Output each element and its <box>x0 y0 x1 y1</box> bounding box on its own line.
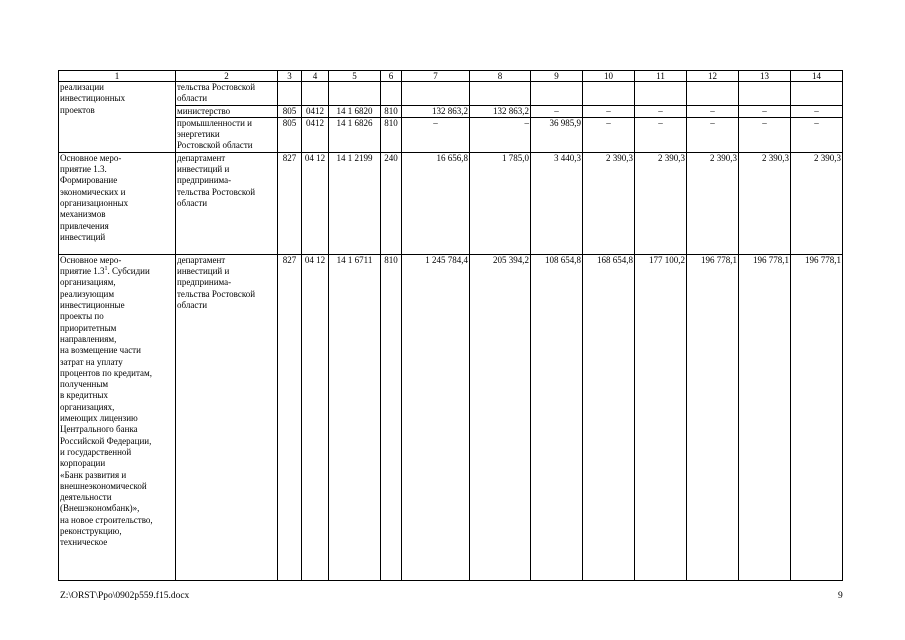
amount-cell: 108 654,8 <box>531 254 583 580</box>
expense-type-cell: 810 <box>381 254 402 580</box>
text-line: направлениям, <box>60 333 117 344</box>
target-code-cell: 14 1 6711 <box>329 254 381 580</box>
text-line: Центрального банка <box>60 424 138 435</box>
amount-cell: 2 390,3 <box>739 152 791 254</box>
executor-cell <box>176 152 278 254</box>
text-line <box>60 266 174 277</box>
empty-cell <box>635 82 687 106</box>
amount-cell: – <box>635 117 687 152</box>
amount-cell: – <box>635 105 687 117</box>
text-line: (Внешэкономбанк)», <box>60 503 140 514</box>
header-cell: 11 <box>635 71 687 82</box>
header-cell: 7 <box>402 71 470 82</box>
amount-cell: – <box>531 105 583 117</box>
empty-cell <box>402 82 470 106</box>
amount-cell: – <box>739 105 791 117</box>
text-line: области <box>177 300 208 311</box>
text-line: области <box>177 93 208 104</box>
amount-cell: – <box>470 117 531 152</box>
text-line: инвестиций и <box>177 266 230 277</box>
text-line: корпорации <box>60 458 106 469</box>
text-line: процентов по кредитам, <box>60 367 152 378</box>
text-line: реализации <box>60 82 104 92</box>
text-line: и государственной <box>60 446 132 457</box>
text-line: организационных <box>60 198 129 209</box>
text-line: организациям, <box>60 277 116 288</box>
header-row <box>59 71 843 82</box>
text-line: инвестиционных <box>60 93 126 104</box>
text-line: затрат на уплату <box>60 356 123 367</box>
table-row <box>59 254 843 580</box>
measure-name-cell <box>59 152 176 254</box>
text-fragment: приятие 1.3 <box>60 266 105 277</box>
text-line: имеющих лицензию <box>60 413 138 424</box>
text-line: департамент <box>177 254 226 265</box>
amount-cell: 1 245 784,4 <box>402 254 470 580</box>
measure-name-cell <box>59 254 176 580</box>
table-row <box>59 82 843 106</box>
text-line: механизмов <box>60 209 106 220</box>
text-line: внешнеэкономической <box>60 480 147 491</box>
text-line <box>60 255 174 266</box>
amount-cell: 2 390,3 <box>791 152 843 254</box>
text-line: предпринима- <box>177 175 232 186</box>
text-line: проектов <box>60 104 95 115</box>
text-line: Российской Федерации, <box>60 435 152 446</box>
text-line: на новое строительство, <box>60 514 153 525</box>
text-line: на возмещение части <box>60 345 141 356</box>
target-code-cell: 14 1 6820 <box>329 105 381 117</box>
section-code-cell: 04 12 <box>302 152 329 254</box>
table-row <box>59 152 843 254</box>
text-line: реконструкцию, <box>60 526 122 537</box>
ministry-code-cell: 805 <box>278 105 302 117</box>
header-cell: 3 <box>278 71 302 82</box>
text-line: полученным <box>60 379 109 390</box>
amount-cell: 196 778,1 <box>739 254 791 580</box>
amount-cell: 2 390,3 <box>583 152 635 254</box>
text-line: Основное меро- <box>60 152 122 163</box>
text-line: тельства Ростовской <box>177 288 256 299</box>
table-row <box>59 105 843 117</box>
text-line: тельства Ростовской <box>177 186 256 197</box>
text-line: промышленности и <box>177 117 252 128</box>
amount-cell: – <box>583 117 635 152</box>
footnote-mark: 1 <box>104 266 108 273</box>
page-number: 9 <box>838 591 843 601</box>
expense-type-cell: 810 <box>381 105 402 117</box>
text-line: области <box>177 198 208 209</box>
text-line: Ростовской области <box>177 140 253 151</box>
expense-type-cell: 240 <box>381 152 402 254</box>
text-line: инвестиций <box>60 231 106 242</box>
section-code-cell: 04 12 <box>302 254 329 580</box>
budget-table <box>58 70 843 581</box>
text-line: приятие 1.3. <box>60 164 107 175</box>
executor-cell: министерство <box>176 105 278 117</box>
empty-cell <box>531 82 583 106</box>
ministry-code-cell: 827 <box>278 152 302 254</box>
text-line: инвестиционные <box>60 300 125 311</box>
header-cell: 10 <box>583 71 635 82</box>
text-line: привлечения <box>60 220 109 231</box>
ministry-code-cell: 827 <box>278 254 302 580</box>
text-fragment: Основное меро- <box>60 254 122 265</box>
text-line: реализующим <box>60 288 115 299</box>
empty-cell <box>302 82 329 106</box>
text-line: Формирование <box>60 175 118 186</box>
amount-cell: – <box>791 105 843 117</box>
header-cell: 6 <box>381 71 402 82</box>
target-code-cell: 14 1 2199 <box>329 152 381 254</box>
text-line: предпринима- <box>177 277 232 288</box>
header-cell: 8 <box>470 71 531 82</box>
empty-cell <box>791 82 843 106</box>
text-line: проекты по <box>60 311 104 322</box>
empty-cell <box>583 82 635 106</box>
empty-cell <box>739 82 791 106</box>
header-cell: 2 <box>176 71 278 82</box>
section-code-cell: 0412 <box>302 117 329 152</box>
amount-cell: 2 390,3 <box>687 152 739 254</box>
header-cell: 14 <box>791 71 843 82</box>
table-row <box>59 117 843 152</box>
section-code-cell: 0412 <box>302 105 329 117</box>
amount-cell: 168 654,8 <box>583 254 635 580</box>
text-fragment: . Субсидии <box>107 266 150 277</box>
amount-cell: 36 985,9 <box>531 117 583 152</box>
header-cell: 5 <box>329 71 381 82</box>
expense-type-cell: 810 <box>381 117 402 152</box>
text-line: в кредитных <box>60 390 108 401</box>
header-cell: 4 <box>302 71 329 82</box>
empty-cell <box>381 82 402 106</box>
amount-cell: 16 656,8 <box>402 152 470 254</box>
empty-cell <box>470 82 531 106</box>
amount-cell: 132 863,2 <box>470 105 531 117</box>
measure-name-cell <box>59 82 176 153</box>
executor-cell <box>176 82 278 106</box>
amount-cell: – <box>739 117 791 152</box>
header-cell: 9 <box>531 71 583 82</box>
amount-cell: – <box>687 105 739 117</box>
amount-cell: 196 778,1 <box>791 254 843 580</box>
file-path-footer: Z:\ORST\Ppo\0902p559.f15.docx <box>60 591 190 601</box>
amount-cell: 1 785,0 <box>470 152 531 254</box>
empty-cell <box>278 82 302 106</box>
header-cell: 1 <box>59 71 176 82</box>
text-line: техническое <box>60 537 108 548</box>
executor-cell <box>176 117 278 152</box>
text-line: деятельности <box>60 492 112 503</box>
text-line: энергетики <box>177 129 220 140</box>
text-line: инвестиций и <box>177 164 230 175</box>
amount-cell: 3 440,3 <box>531 152 583 254</box>
amount-cell: – <box>687 117 739 152</box>
amount-cell: 132 863,2 <box>402 105 470 117</box>
amount-cell: – <box>791 117 843 152</box>
text-line: департамент <box>177 152 226 163</box>
amount-cell: 177 100,2 <box>635 254 687 580</box>
executor-cell <box>176 254 278 580</box>
empty-cell <box>329 82 381 106</box>
target-code-cell: 14 1 6826 <box>329 117 381 152</box>
ministry-code-cell: 805 <box>278 117 302 152</box>
header-cell: 12 <box>687 71 739 82</box>
amount-cell: 205 394,2 <box>470 254 531 580</box>
amount-cell: – <box>402 117 470 152</box>
text-line: экономических и <box>60 186 126 197</box>
amount-cell: – <box>583 105 635 117</box>
text-line: тельства Ростовской <box>177 82 256 92</box>
text-line: организациях, <box>60 401 115 412</box>
text-line: приоритетным <box>60 322 117 333</box>
amount-cell: 196 778,1 <box>687 254 739 580</box>
text-line: «Банк развития и <box>60 469 127 480</box>
amount-cell: 2 390,3 <box>635 152 687 254</box>
empty-cell <box>687 82 739 106</box>
header-cell: 13 <box>739 71 791 82</box>
